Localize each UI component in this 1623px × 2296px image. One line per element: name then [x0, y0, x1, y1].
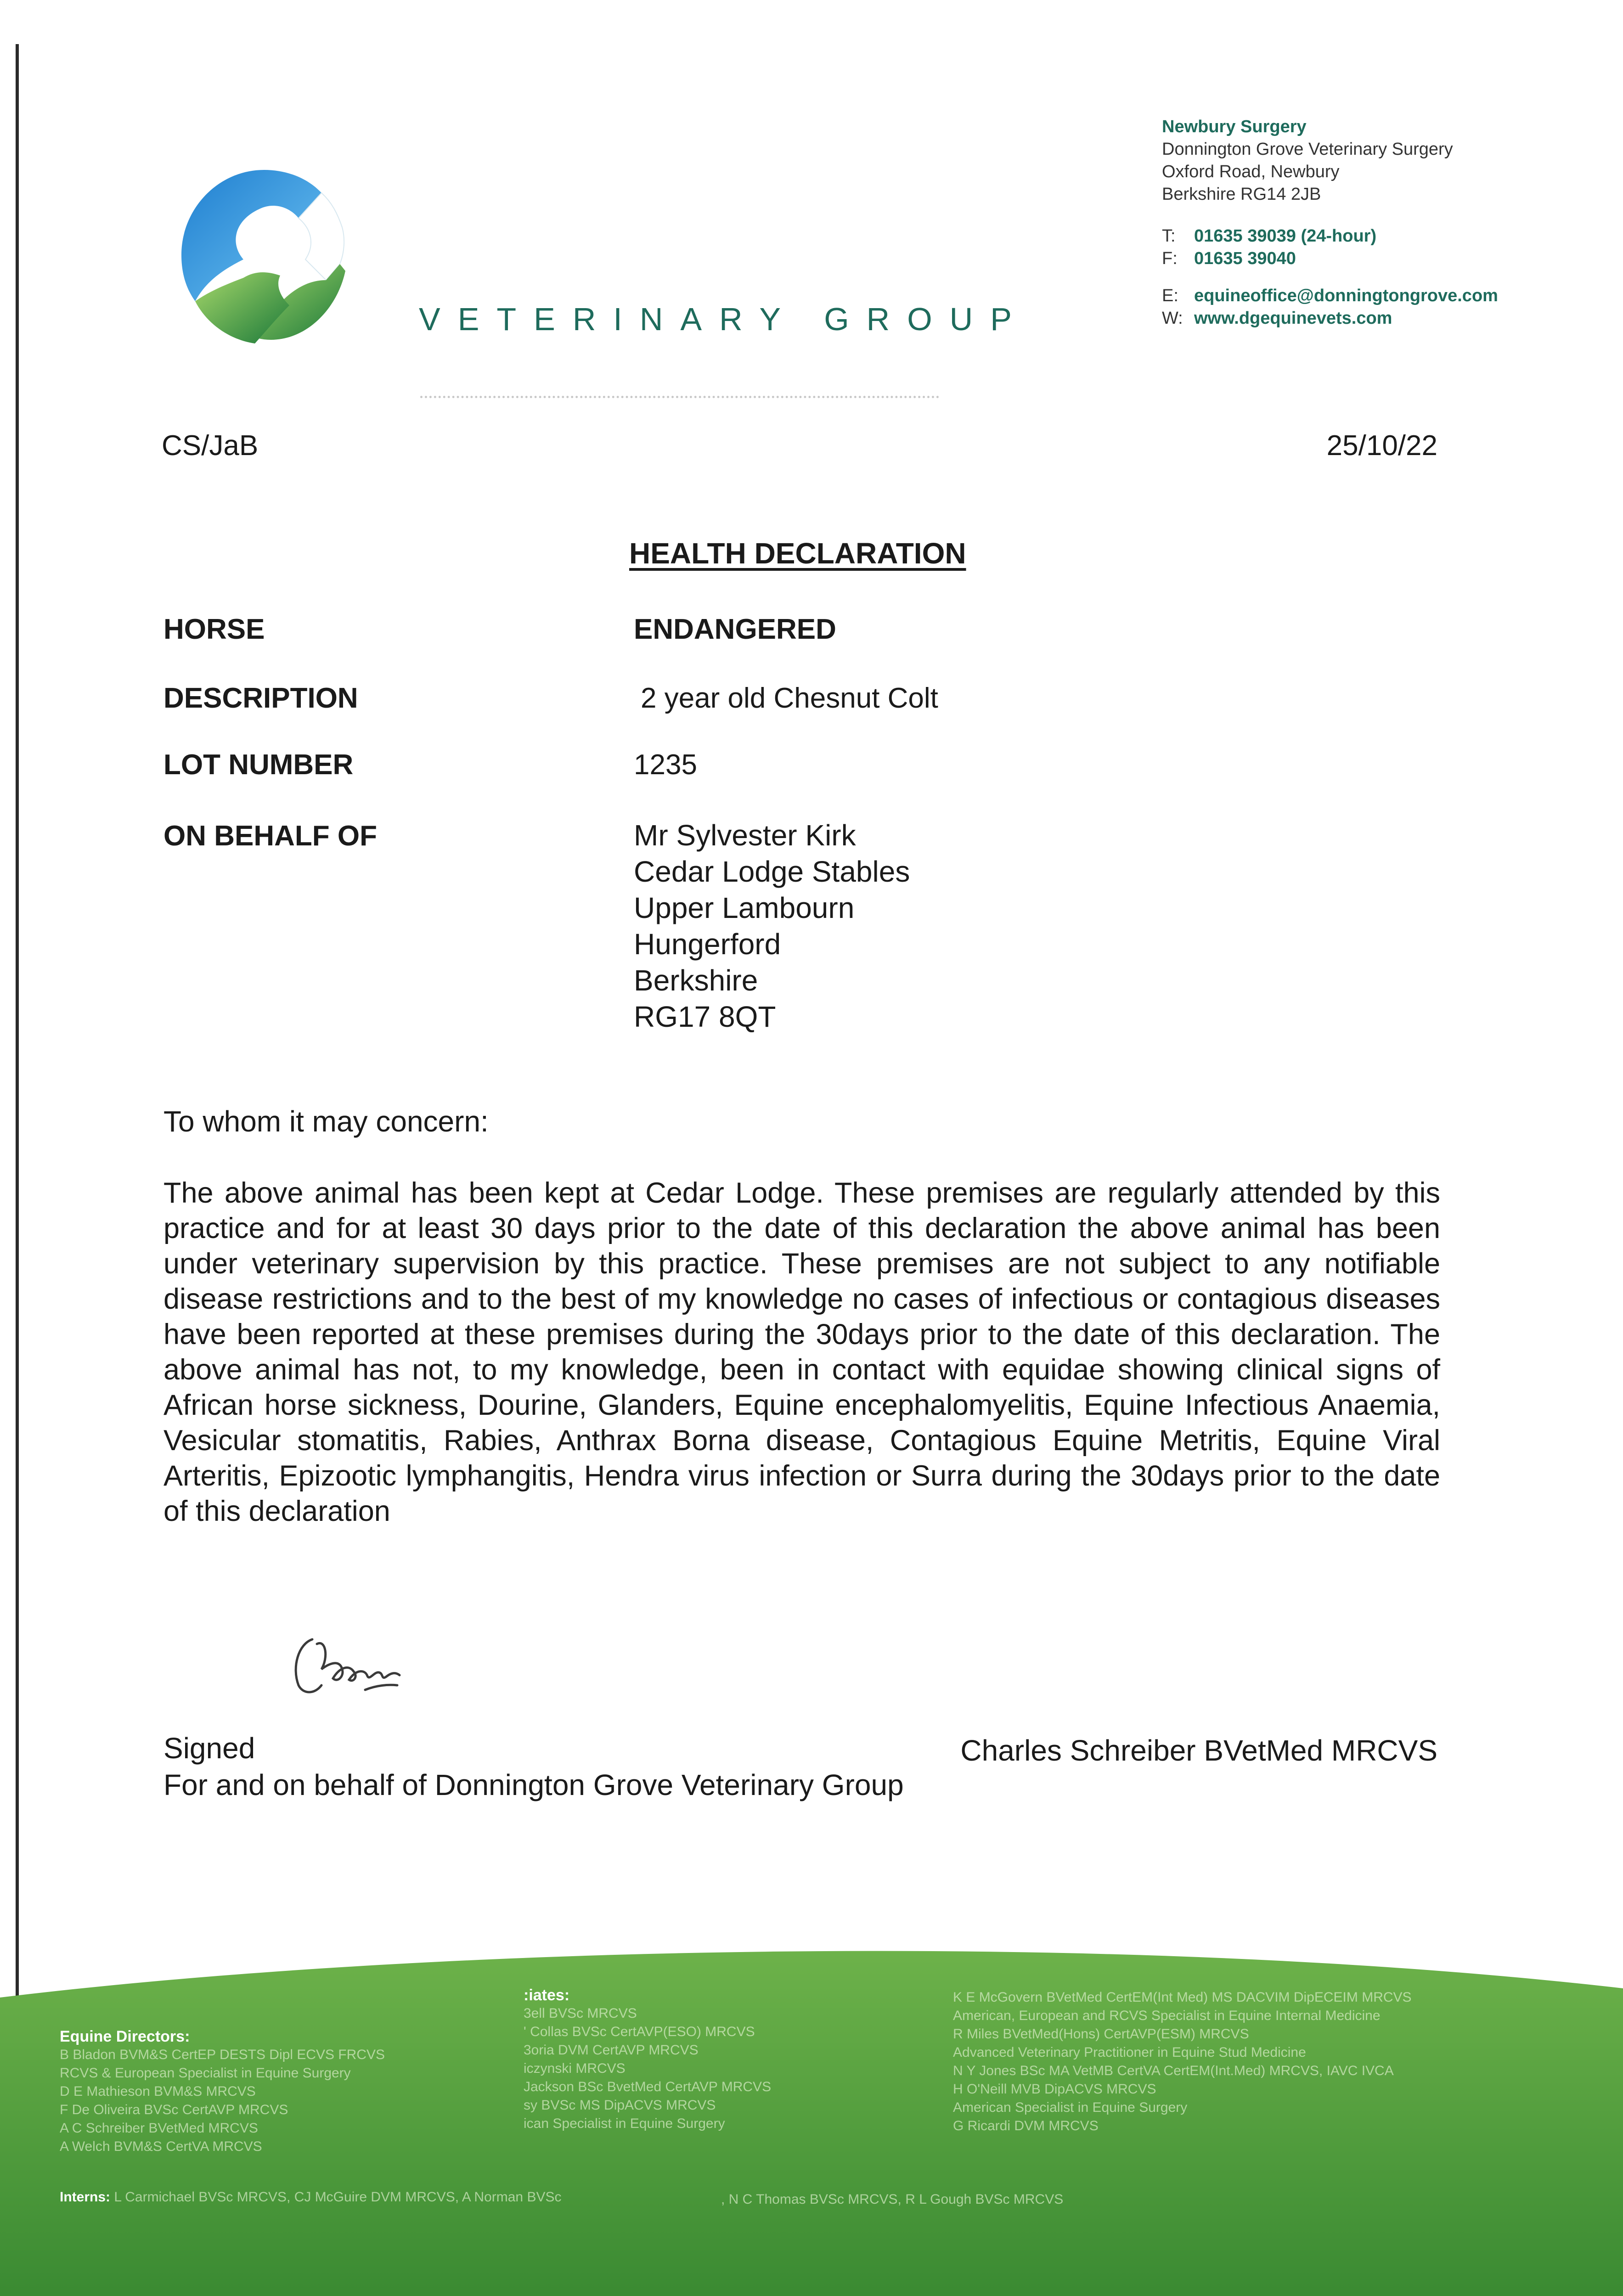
address-line: Donnington Grove Veterinary Surgery [1162, 140, 1453, 159]
footer-interns-cont [721, 2190, 1063, 2209]
horse-head-logo-icon [175, 165, 354, 354]
associate-line: iczynski MRCVS [524, 2061, 626, 2076]
associate-line: Jackson BSc BvetMed CertAVP MRCVS [524, 2079, 772, 2094]
directors-heading: Equine Directors: [60, 2028, 190, 2045]
vet-line: American Specialist in Equine Surgery [953, 2100, 1188, 2115]
document-title: HEALTH DECLARATION [629, 537, 966, 570]
faint-divider [420, 396, 939, 398]
contact-label: W: [1162, 309, 1183, 328]
footer-interns [60, 2188, 561, 2206]
vet-line: G Ricardi DVM MRCVS [953, 2118, 1099, 2133]
letter-reference: CS/JaB [162, 430, 259, 461]
phone-number: 01635 39039 (24-hour) [1194, 226, 1377, 246]
field-label-description: DESCRIPTION [163, 682, 358, 714]
vet-line: R Miles BVetMed(Hons) CertAVP(ESM) MRCVS [953, 2026, 1249, 2042]
greeting: To whom it may concern: [163, 1105, 489, 1138]
field-value-lot-number: 1235 [634, 749, 697, 781]
footer-vets [953, 1988, 1412, 2135]
associate-line: ican Specialist in Equine Surgery [524, 2116, 725, 2131]
address-line: RG17 8QT [634, 1000, 776, 1033]
associate-line: 3oria DVM CertAVP MRCVS [524, 2043, 699, 2058]
associates-heading: :iates: [524, 1986, 570, 2004]
field-label-lot-number: LOT NUMBER [163, 749, 354, 781]
email-address: equineoffice@donningtongrove.com [1194, 286, 1498, 305]
footer-directors [60, 2027, 385, 2156]
vet-line: H O'Neill MVB DipACVS MRCVS [953, 2082, 1156, 2097]
owner-name: Mr Sylvester Kirk [634, 819, 856, 852]
website-address: www.dgequinevets.com [1194, 309, 1392, 328]
address-line: Upper Lambourn [634, 891, 855, 924]
field-value-description: 2 year old Chesnut Colt [641, 682, 938, 714]
vet-line: American, European and RCVS Specialist in Equine Internal Medicine [953, 2008, 1381, 2023]
signed-label: Signed [163, 1732, 255, 1765]
contact-label: F: [1162, 249, 1178, 268]
vet-line: K E McGovern BVetMed CertEM(Int Med) MS DACVIM DipECEIM MRCVS [953, 1990, 1412, 2005]
field-value-horse: ENDANGERED [634, 613, 836, 645]
surgery-address [1162, 116, 1453, 206]
surgery-name: Newbury Surgery [1162, 117, 1307, 136]
interns-names: L Carmichael BVSc MRCVS, CJ McGuire DVM MRCVS, A Norman BVSc [114, 2189, 562, 2205]
declaration-body: The above animal has been kept at Cedar Lodge. These premises are regularly attended by this practice and for at least 30 days prior to the date of this declaration the above animal has been under veterinary supervision by this practice. These premises are not subject to any notifiable disease restrictions and to the best of my knowledge no cases of infectious or contagious diseases have been reported at these premises during the 30days prior to the date of this declaration. The above animal has not, to my knowledge, been in contact with equidae showing clinical signs of African horse sickness, Dourine, Glanders, Equine encephalomyelitis, Equine Infectious Anaemia, Vesicular stomatitis, Rabies, Anthrax Borna disease, Contagious Equine Metritis, Equine Viral Arteritis, Epizootic lymphangitis, Hendra virus infection or Surra during the 30days prior to the date of this declaration [163, 1177, 1440, 1527]
field-label-on-behalf-of: ON BEHALF OF [163, 820, 377, 852]
director-line: RCVS & European Specialist in Equine Surgery [60, 2065, 351, 2081]
director-line: A C Schreiber BVetMed MRCVS [60, 2121, 258, 2136]
associate-line: sy BVSc MS DipACVS MRCVS [524, 2098, 716, 2113]
director-line: B Bladon BVM&S CertEP DESTS Dipl ECVS FRCVS [60, 2047, 385, 2062]
contact-online [1162, 285, 1498, 330]
associate-line: 3ell BVSc MRCVS [524, 2006, 637, 2021]
director-line: D E Mathieson BVM&S MRCVS [60, 2084, 256, 2099]
footer-associates [524, 1986, 771, 2133]
address-line: Berkshire RG14 2JB [1162, 185, 1321, 204]
address-line: Berkshire [634, 964, 758, 997]
logo-wordmark: VETERINARY GROUP [419, 301, 1029, 337]
vet-line: N Y Jones BSc MA VetMB CertVA CertEM(Int.Med) MRCVS, IAVC IVCA [953, 2063, 1394, 2078]
contact-label: E: [1162, 286, 1178, 305]
associate-line: ' Collas BVSc CertAVP(ESO) MRCVS [524, 2024, 755, 2039]
field-label-horse: HORSE [163, 613, 265, 645]
fax-number: 01635 39040 [1194, 249, 1296, 268]
vet-line: Advanced Veterinary Practitioner in Equine Stud Medicine [953, 2045, 1306, 2060]
contact-phone [1162, 225, 1376, 270]
contact-label: T: [1162, 226, 1176, 246]
interns-heading: Interns: [60, 2189, 111, 2205]
address-line: Hungerford [634, 928, 781, 961]
address-line: Oxford Road, Newbury [1162, 162, 1340, 181]
on-behalf-line: For and on behalf of Donnington Grove Veterinary Group [163, 1768, 904, 1801]
director-line: F De Oliveira BVSc CertAVP MRCVS [60, 2102, 288, 2117]
interns-names-cont: , N C Thomas BVSc MRCVS, R L Gough BVSc MRCVS [721, 2192, 1064, 2207]
handwritten-signature [285, 1626, 423, 1713]
letter-date: 25/10/22 [1326, 430, 1437, 461]
signer-name: Charles Schreiber BVetMed MRCVS [960, 1734, 1437, 1767]
director-line: A Welch BVM&S CertVA MRCVS [60, 2139, 262, 2154]
on-behalf-address [634, 817, 910, 1035]
address-line: Cedar Lodge Stables [634, 855, 910, 888]
